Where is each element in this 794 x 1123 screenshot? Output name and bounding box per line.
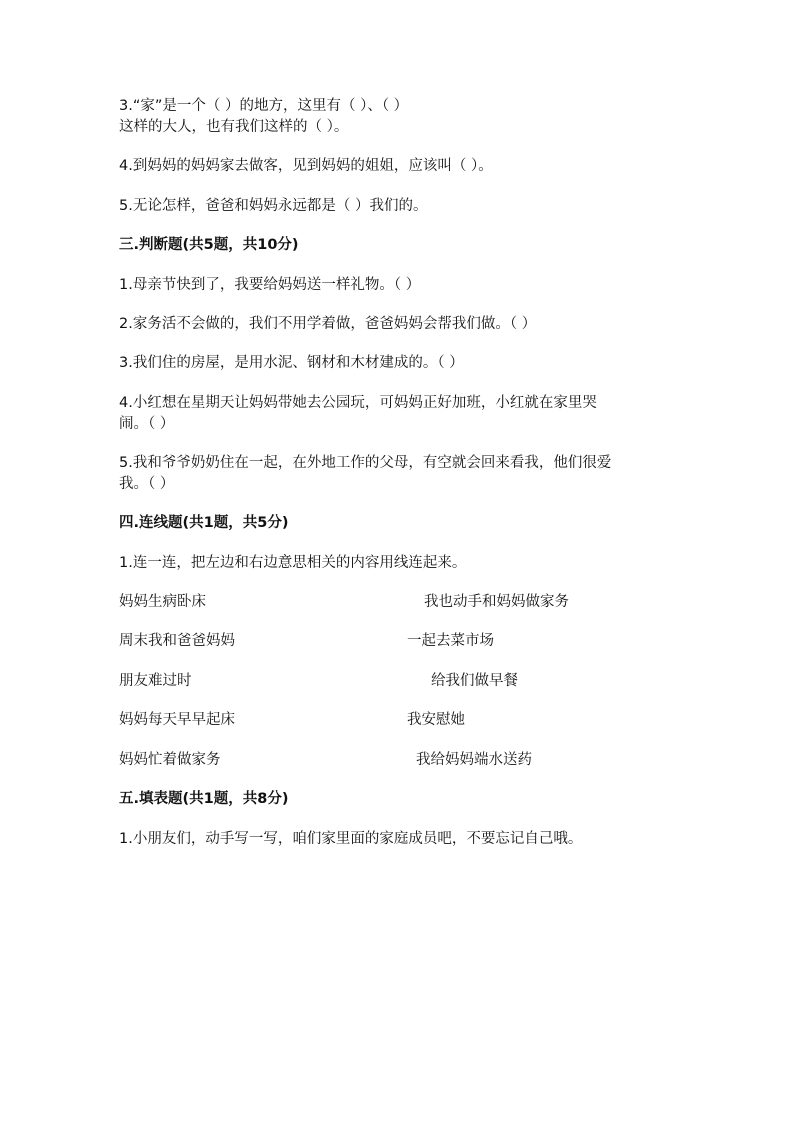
matching-left-item: 妈妈忙着做家务 — [119, 752, 221, 768]
matching-left-item: 妈妈生病卧床 — [119, 594, 206, 610]
fill-blank-q3-line2: 这样的大人，也有我们这样的（ ）。 — [119, 119, 349, 135]
fill-blank-q3-line1: 3.“家”是一个（ ）的地方，这里有（ ）、（ ） — [119, 98, 409, 114]
matching-right-item: 给我们做早餐 — [431, 673, 518, 689]
section-heading-judge: 三.判断题(共5题，共10分) — [119, 237, 299, 253]
judge-q1: 1.母亲节快到了，我要给妈妈送一样礼物。（ ） — [119, 277, 421, 293]
table-fill-q1: 1.小朋友们，动手写一写，咱们家里面的家庭成员吧，不要忘记自己哦。 — [119, 831, 583, 847]
matching-right-item: 一起去菜市场 — [407, 633, 494, 649]
fill-blank-q5: 5.无论怎样，爸爸和妈妈永远都是（ ）我们的。 — [119, 198, 428, 214]
judge-q3: 3.我们住的房屋，是用水泥、钢材和木材建成的。（ ） — [119, 355, 464, 371]
matching-left-item: 妈妈每天早早起床 — [119, 712, 235, 728]
matching-right-item: 我也动手和妈妈做家务 — [424, 594, 569, 610]
matching-right-item: 我给妈妈端水送药 — [416, 752, 532, 768]
judge-q5-line2: 我。（ ） — [119, 476, 175, 492]
judge-q2: 2.家务活不会做的，我们不用学着做，爸爸妈妈会帮我们做。（ ） — [119, 316, 537, 332]
section-heading-table-fill: 五.填表题(共1题，共8分) — [119, 791, 289, 807]
judge-q5-line1: 5.我和爷爷奶奶住在一起，在外地工作的父母，有空就会回来看我，他们很爱 — [119, 455, 612, 471]
fill-blank-q4: 4.到妈妈的妈妈家去做客，见到妈妈的姐姐，应该叫（ ）。 — [119, 158, 493, 174]
matching-left-item: 朋友难过时 — [119, 673, 192, 689]
judge-q4-line1: 4.小红想在星期天让妈妈带她去公园玩，可妈妈正好加班，小红就在家里哭 — [119, 395, 597, 411]
matching-left-item: 周末我和爸爸妈妈 — [119, 633, 235, 649]
matching-instruction: 1.连一连，把左边和右边意思相关的内容用线连起来。 — [119, 555, 467, 571]
matching-right-item: 我安慰她 — [407, 712, 465, 728]
section-heading-matching: 四.连线题(共1题，共5分) — [119, 515, 289, 531]
judge-q4-line2: 闹。（ ） — [119, 416, 175, 432]
